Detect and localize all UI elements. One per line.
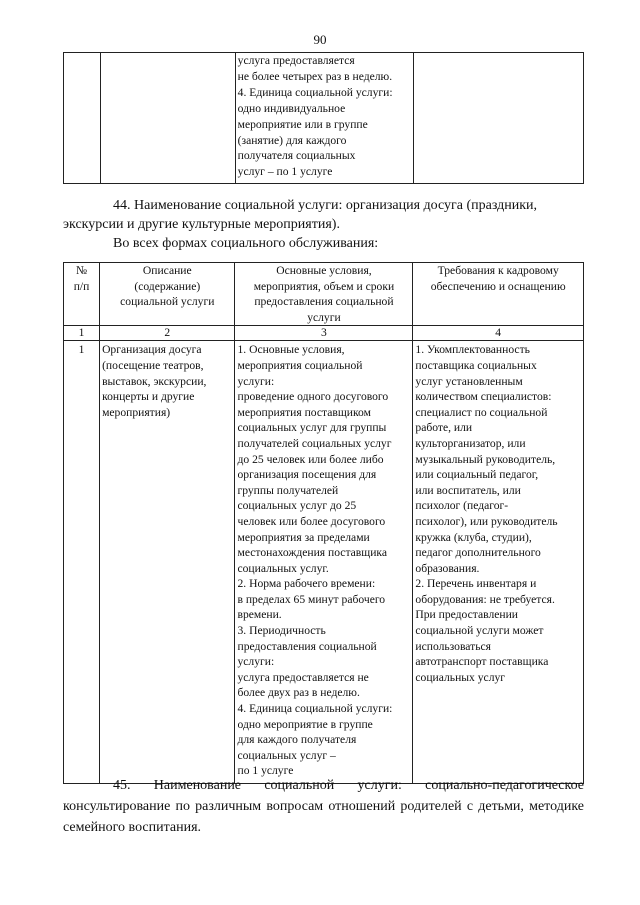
column-number-row [64,326,584,341]
header-text-line: № [76,264,88,277]
description-text-line: выставок, экскурсии, [102,374,207,388]
continuation-text-line: услуг – по 1 услуге [237,165,333,179]
section-44-title-line1: 44. Наименование социальной услуги: организация досуга (праздники, [113,198,538,213]
requirements-text-line: психолог), или руководитель [415,514,558,528]
conditions-text-line: социальных услуг до 25 [237,499,357,513]
requirements-text-line: поставщика социальных [415,358,537,372]
header-text-line: Требования к кадровому [437,264,559,277]
conditions-text-line: услуга предоставляется не [237,670,369,684]
requirements-text-line: 2. Перечень инвентаря и [415,577,537,591]
requirements-text-line: При предоставлении [415,608,519,622]
conditions-text-line: по 1 услуге [237,764,294,778]
row-number: 1 [64,341,100,784]
continuation-cell-requirements [414,53,584,184]
continuation-table [63,52,584,184]
requirements-text-line: или воспитатель, или [415,483,521,497]
conditions-text-line: мероприятия социальной [237,358,363,372]
conditions-text-line: 4. Единица социальной услуги: [237,702,393,716]
requirements-text-line: 1. Укомплектованность [415,343,530,357]
conditions-text-line: услуги: [237,655,275,669]
column-number: 1 [64,326,100,341]
conditions-text-line: предоставления социальной [237,639,377,653]
conditions-text-line: мероприятия поставщиком [237,405,371,419]
requirements-text-line: автотранспорт поставщика [415,655,549,669]
column-number: 2 [100,326,235,341]
requirements-text-line: культорганизатор, или [415,436,526,450]
staff-requirements [413,341,584,784]
continuation-cell-num [64,53,101,184]
description-text-line: мероприятия) [102,405,171,419]
description-text-line: (посещение театров, [102,358,204,372]
requirements-text-line: социальных услуг [415,670,506,684]
conditions-text-line: 2. Норма рабочего времени: [237,577,376,591]
continuation-text-line: не более четырех раз в неделю. [237,69,393,83]
continuation-text-line: (занятие) для каждого [237,133,347,147]
requirements-text-line: или социальный педагог, [415,468,539,482]
header-text-line: п/п [73,279,90,293]
requirements-text-line: социальной услуги может [415,624,544,638]
conditions-text-line: времени. [237,608,282,622]
continuation-text-line: получателя социальных [237,149,356,163]
header-text-line: услуги [307,310,341,324]
continuation-text-line: 4. Единица социальной услуги: [237,85,393,99]
header-requirements [413,263,584,326]
continuation-text-line: услуга предоставляется [237,54,355,67]
requirements-text-line: психолог (педагог- [415,499,509,513]
requirements-text-line: работе, или [415,421,473,435]
description-text-line: Организация досуга [102,343,202,357]
conditions-text-line: организация посещения для [237,468,377,482]
requirements-text-line: использоваться [415,639,491,653]
continuation-text-line: одно индивидуальное [237,101,346,115]
requirements-text-line: музыкальный руководитель, [415,452,556,466]
conditions-text-line: более двух раз в неделю. [237,686,360,700]
conditions-text-line: социальных услуг. [237,561,329,575]
requirements-text-line: кружка (клуба, студии), [415,530,532,544]
header-text-line: обеспечению и оснащению [430,279,566,293]
conditions-text-line: мероприятия за пределами [237,530,370,544]
conditions-text-line: социальных услуг для группы [237,421,387,435]
service-description [100,341,235,784]
conditions-text-line: услуги: [237,374,275,388]
conditions-text-line: одно мероприятие в группе [237,717,373,731]
service-table [63,262,584,784]
conditions-text-line: 1. Основные условия, [237,343,345,357]
conditions-text-line: получателей социальных услуг [237,436,392,450]
header-conditions [235,263,413,326]
header-text-line: социальной услуги [120,295,215,309]
header-text-line: предоставления социальной [254,295,394,309]
header-text-line: Основные условия, [276,264,372,277]
requirements-text-line: количеством специалистов: [415,390,552,404]
conditions-text-line: социальных услуг – [237,748,336,762]
header-text-line: Описание [142,264,192,277]
description-text-line: концерты и другие [102,390,195,404]
table-row [64,341,584,784]
column-number: 3 [235,326,413,341]
table-header-row [64,263,584,326]
requirements-text-line: услуг установленным [415,374,523,388]
conditions-text-line: 3. Периодичность [237,624,326,638]
header-description [100,263,235,326]
requirements-text-line: образования. [415,561,480,575]
requirements-text-line: специалист по социальной [415,405,548,419]
continuation-cell-conditions [235,53,414,184]
header-num [64,263,100,326]
service-forms-line: Во всех формах социального обслуживания: [113,236,379,251]
conditions-text-line: группы получателей [237,483,339,497]
header-text-line: мероприятия, объем и сроки [253,279,395,293]
column-number: 4 [413,326,584,341]
service-conditions [235,341,413,784]
conditions-text-line: до 25 человек или более либо [237,452,384,466]
header-text-line: (содержание) [134,279,201,293]
requirements-text-line: оборудования: не требуется. [415,592,555,606]
conditions-text-line: для каждого получателя [237,733,357,747]
conditions-text-line: местонахождения поставщика [237,546,388,560]
conditions-text-line: проведение одного досугового [237,390,389,404]
continuation-cell-description [100,53,235,184]
conditions-text-line: в пределах 65 минут рабочего [237,592,386,606]
section-44-title-line2: экскурсии и другие культурные мероприятия). [63,217,340,232]
section-45-title: 45. Наименование социальной услуги: социально-педагогическое консультирование по различным вопросам отношений родителей с детьми, методике семейного воспитания. [63,778,584,835]
conditions-text-line: человек или более досугового [237,514,386,528]
page-number: 90 [313,32,327,47]
requirements-text-line: педагог дополнительного [415,546,541,560]
continuation-text-line: мероприятие или в группе [237,117,368,131]
